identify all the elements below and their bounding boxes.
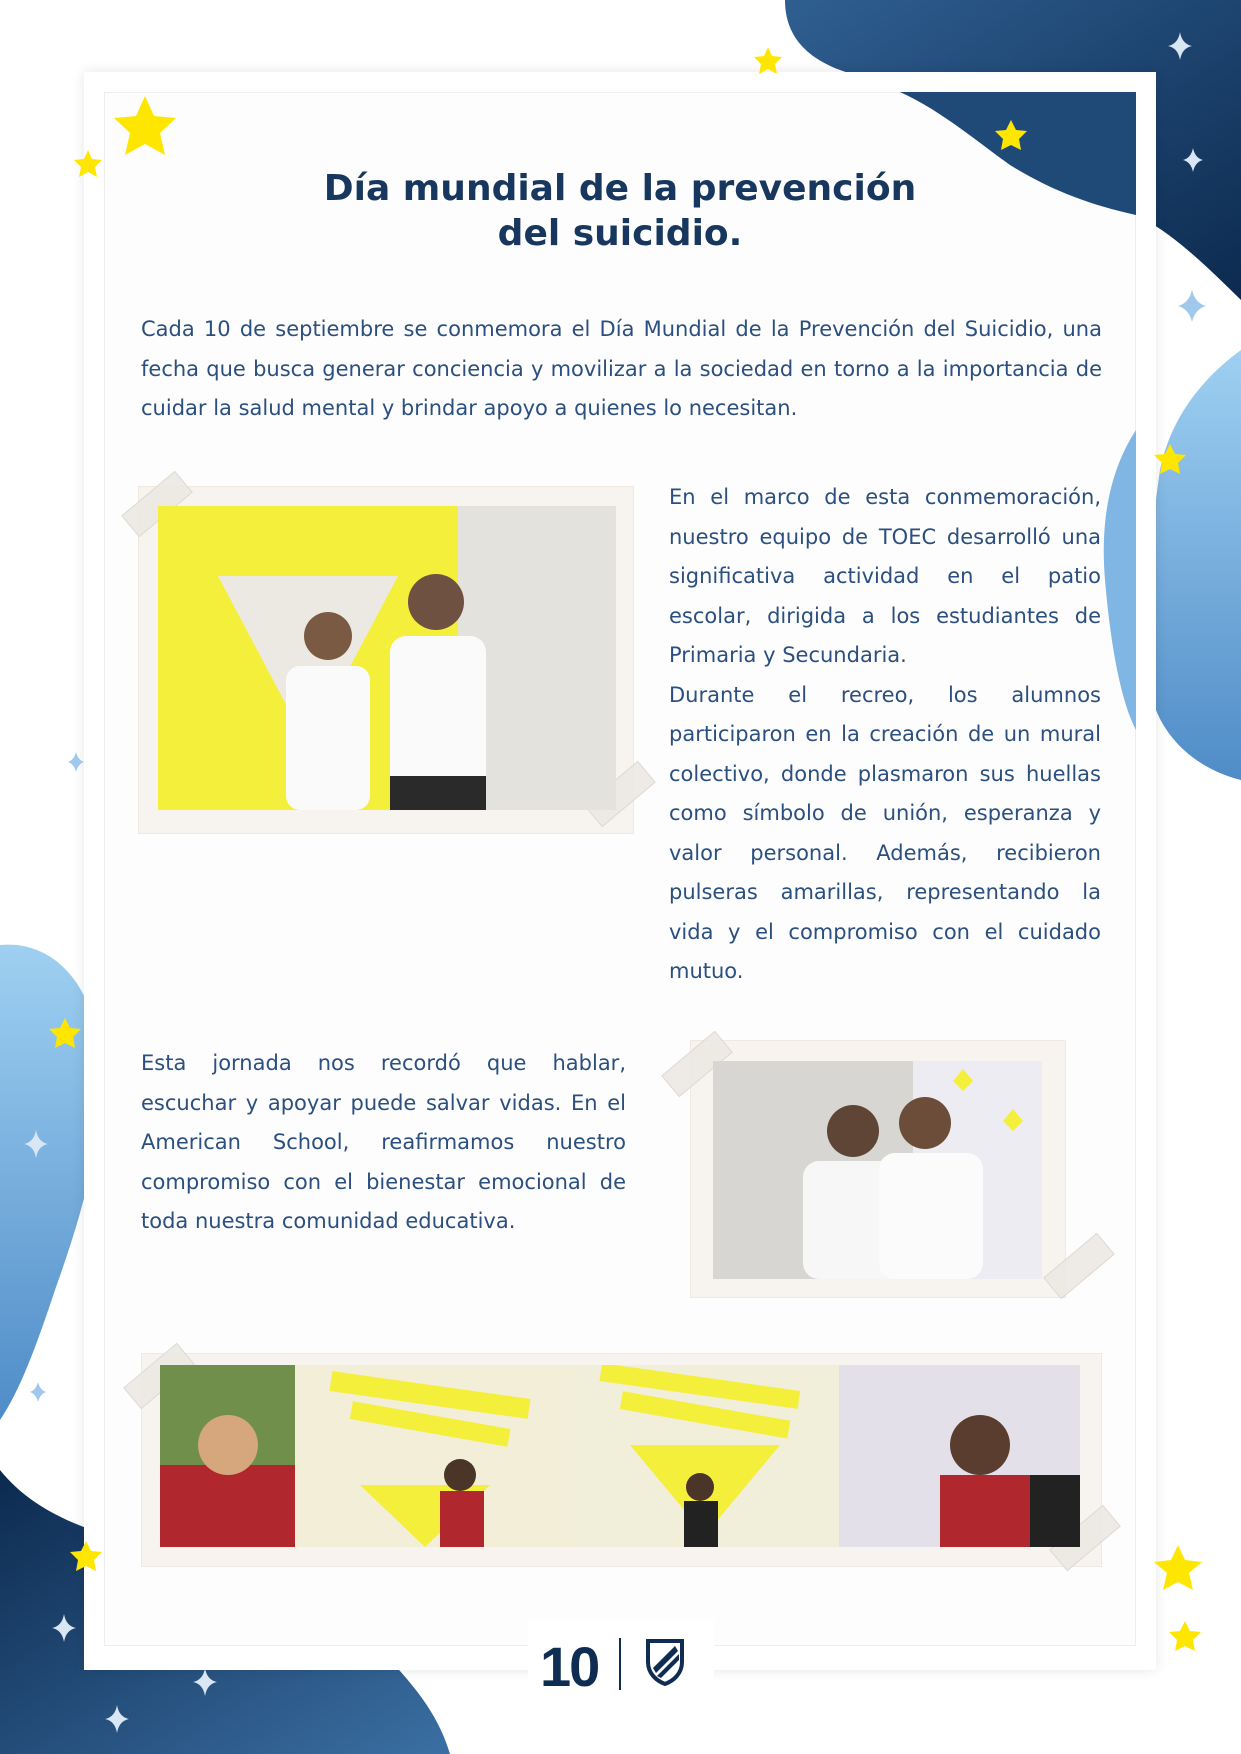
star-icon xyxy=(114,96,176,155)
star-icon xyxy=(70,1541,102,1571)
photo-students-ribbon xyxy=(158,506,616,810)
title-line-1: Día mundial de la prevención xyxy=(323,168,917,209)
star-icon xyxy=(49,1018,81,1048)
intro-paragraph: Cada 10 de septiembre se conmemora el Día Mundial de la Prevención del Suicidio, una fecha que busca generar conciencia y movilizar a la sociedad en torno a la importancia de cuidar la salud mental y brindar apoyo a quienes lo necesitan. xyxy=(141,317,1102,420)
star-icon xyxy=(74,150,102,177)
sparkle-icon xyxy=(24,1130,48,1158)
title-line-2: del suicidio. xyxy=(497,213,743,254)
photo-strip xyxy=(160,1365,1080,1547)
footer-divider xyxy=(619,1638,621,1690)
closing-paragraph: Esta jornada nos recordó que hablar, escuchar y apoyar puede salvar vidas. En el American School, reafirmamos nuestro compromiso con el bienestar emocional de toda nuestra comunidad educativa. xyxy=(141,1051,626,1233)
sparkle-icon xyxy=(1178,290,1206,322)
activity-paragraph: En el marco de esta conmemoración, nuestro equipo de TOEC desarrolló una significativa actividad en el patio escolar, dirigida a los estudiantes de Primaria y Secundaria. xyxy=(669,485,1101,667)
sparkle-icon xyxy=(193,1668,217,1696)
page-number: 10 xyxy=(540,1635,599,1698)
sparkle-icon xyxy=(30,1382,46,1402)
sparkle-icon xyxy=(68,752,84,772)
activity-text-block xyxy=(669,478,1101,992)
page-title xyxy=(200,166,1040,256)
mural-paragraph: Durante el recreo, los alumnos participaron en la creación de un mural colectivo, donde plasmaron sus huellas como símbolo de unión, esperanza y valor personal. Además, recibieron pulseras amarillas, representando la vida y el compromiso con el cuidado mutuo. xyxy=(669,682,1101,983)
star-icon xyxy=(1154,444,1186,474)
sparkle-icon xyxy=(1183,148,1203,172)
star-icon xyxy=(754,47,782,74)
star-icon xyxy=(1154,1545,1202,1590)
photo-students-boys xyxy=(713,1061,1042,1279)
sparkle-icon xyxy=(1168,32,1192,60)
shield-logo-icon xyxy=(645,1638,685,1686)
star-icon xyxy=(995,120,1027,150)
sparkle-icon xyxy=(105,1705,129,1733)
sparkle-icon xyxy=(52,1614,76,1642)
star-icon xyxy=(1169,1621,1201,1651)
